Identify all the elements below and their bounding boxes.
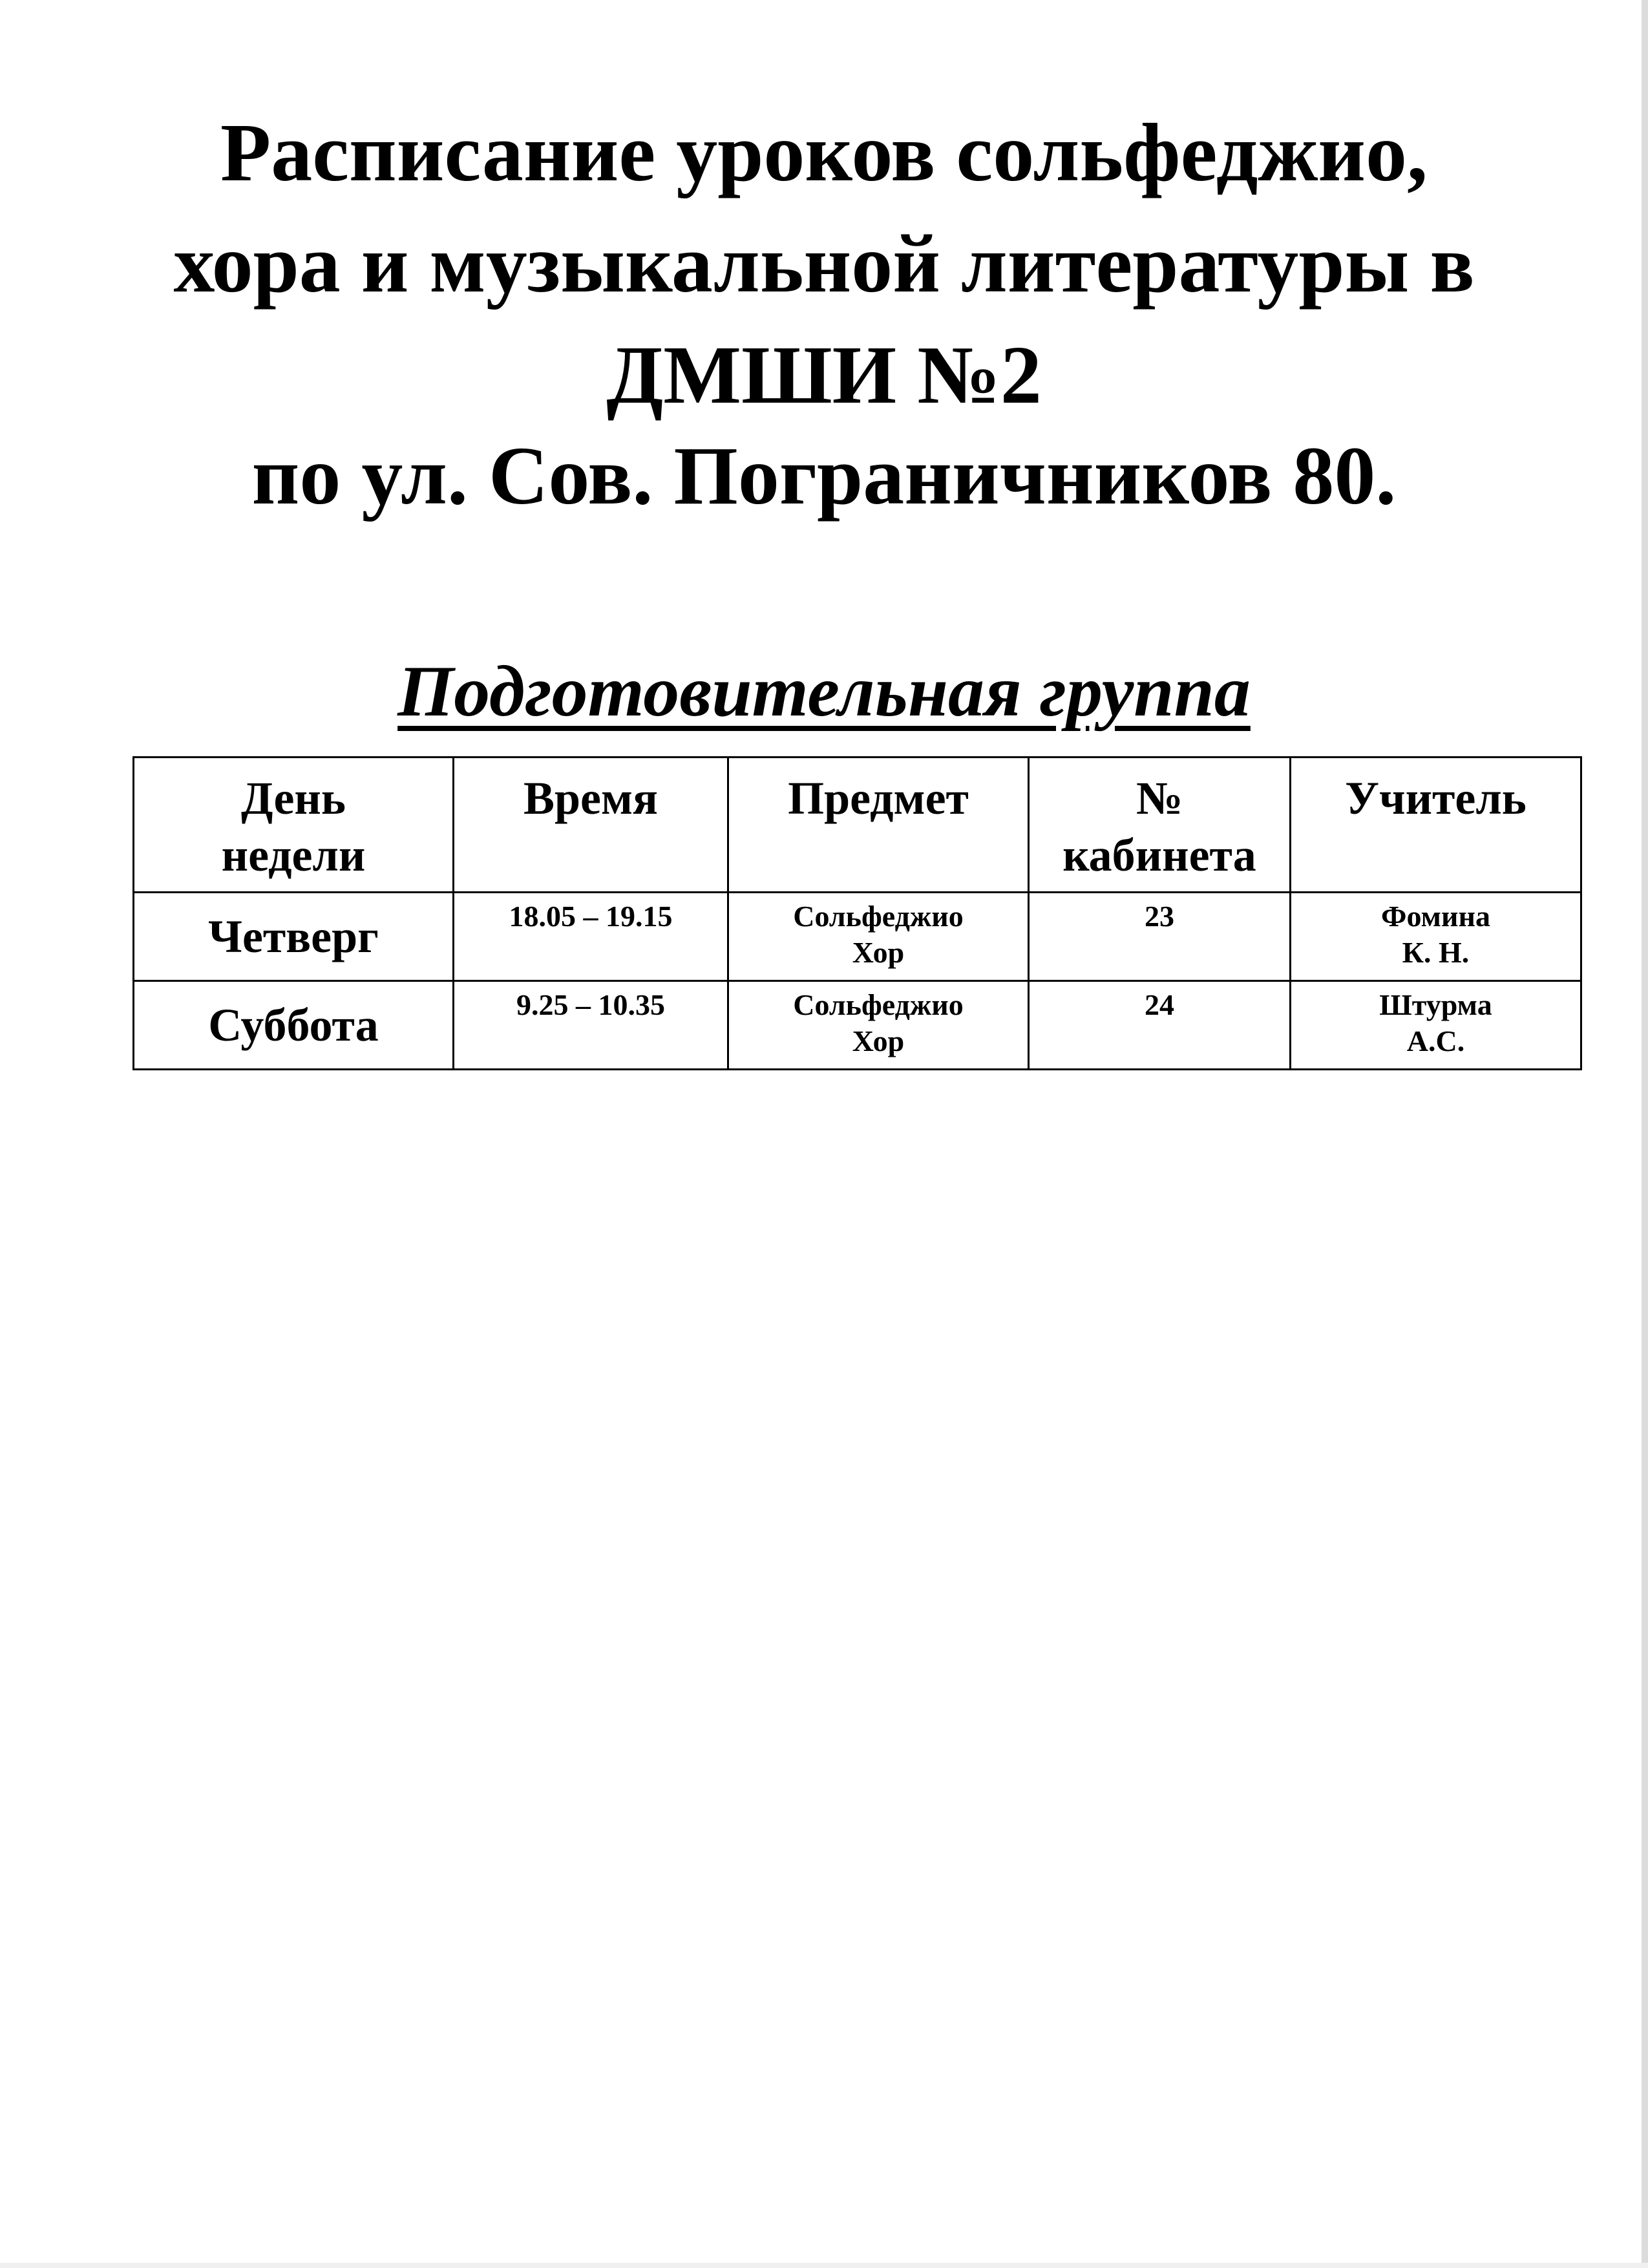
row-subject-line-1: Сольфеджио: [793, 900, 964, 933]
title-line-1: Расписание уроков сольфеджио,: [220, 107, 1428, 198]
row-room: 24: [1029, 981, 1291, 1070]
table-row: [134, 893, 1581, 981]
document-title: [0, 97, 1648, 430]
row-teacher: [1291, 981, 1581, 1070]
schedule-table: [132, 756, 1582, 1070]
row-subject: [728, 893, 1029, 981]
table-row: [134, 981, 1581, 1070]
scan-bottom-edge: [0, 2263, 1648, 2268]
header-subject: [728, 758, 1029, 893]
table-header-row: [134, 758, 1581, 893]
row-subject: [728, 981, 1029, 1070]
row-teacher: [1291, 893, 1581, 981]
title-line-3: ДМШИ №2: [606, 329, 1042, 421]
row-teacher-line-2: А.С.: [1406, 1024, 1465, 1057]
header-room: [1029, 758, 1291, 893]
header-time-label: Время: [523, 772, 659, 824]
row-time: 9.25 – 10.35: [454, 981, 728, 1070]
header-room-line-1: №: [1136, 772, 1183, 824]
header-subject-label: Предмет: [788, 772, 969, 824]
row-subject-line-1: Сольфеджио: [793, 988, 964, 1021]
row-room: 23: [1029, 893, 1291, 981]
row-day: Суббота: [134, 981, 454, 1070]
title-line-2: хора и музыкальной литературы в: [173, 218, 1475, 310]
group-title: Подготовительная группа: [397, 652, 1251, 732]
school-address: по ул. Сов. Пограничников 80.: [251, 430, 1397, 522]
row-teacher-line-1: Штурма: [1379, 988, 1492, 1021]
row-subject-line-2: Хор: [852, 1024, 905, 1057]
row-subject-line-2: Хор: [852, 936, 905, 969]
header-day: [134, 758, 454, 893]
header-time: [454, 758, 728, 893]
header-day-line-1: День: [241, 772, 346, 824]
row-teacher-line-2: К. Н.: [1402, 936, 1470, 969]
header-teacher: [1291, 758, 1581, 893]
row-teacher-line-1: Фомина: [1381, 900, 1490, 933]
row-day: Четверг: [134, 893, 454, 981]
header-teacher-label: Учитель: [1345, 772, 1527, 824]
row-time: 18.05 – 19.15: [454, 893, 728, 981]
header-room-line-2: кабинета: [1062, 829, 1256, 881]
header-day-line-2: недели: [221, 829, 366, 881]
